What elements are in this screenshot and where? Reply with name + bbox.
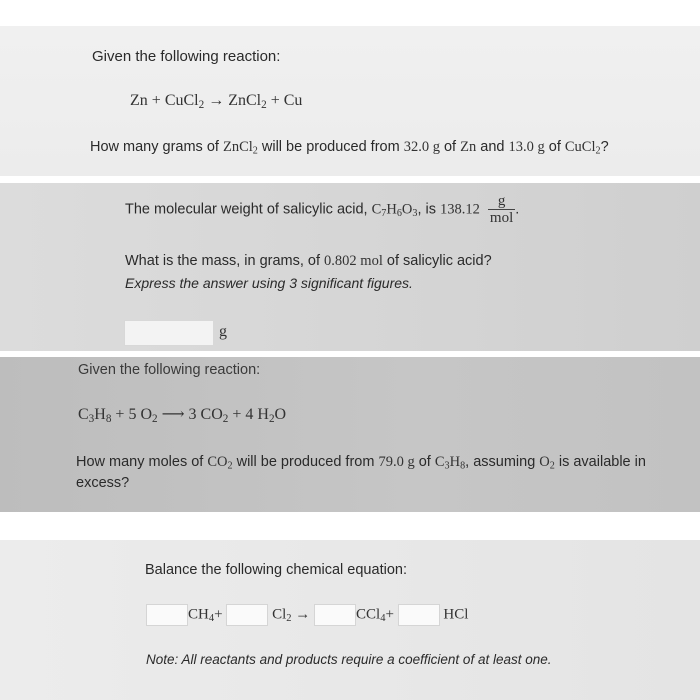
q4-balance-equation: $CH_4+ Cl_2 \to CCl_4+$ HCl xyxy=(146,604,468,626)
q3-question: How many moles of $CO_2$ will be produced from 79.0 g of $C_3H_8$, assuming $O_2$ is available in xyxy=(76,454,646,472)
answer-unit-label: g xyxy=(219,323,227,340)
mass-answer-input[interactable] xyxy=(124,320,214,346)
question-panel-3 xyxy=(0,357,700,512)
question-panel-1 xyxy=(0,26,700,176)
q3-intro: Given the following reaction: xyxy=(78,362,261,378)
q3-question-line2: excess? xyxy=(76,475,130,491)
q4-title: Balance the following chemical equation: xyxy=(145,562,407,578)
coefficient-input-cl2[interactable] xyxy=(226,604,268,626)
q2-molecular-weight-line: The molecular weight of salicylic acid, $C_7H_6O_3$, is 138.12 $\frac{g}{\text{mol}}$ . xyxy=(125,193,520,226)
q2-instruction: Express the answer using 3 significant figures. xyxy=(125,275,413,291)
q1-question: How many grams of ZnCl$_2$ will be produced from 32.0 g of Zn and 13.0 g of CuCl$_2$? xyxy=(90,139,609,157)
q1-reaction-equation: Zn + CuCl$_2$ → ZnCl$_2$ + Cu xyxy=(130,92,303,111)
coefficient-input-ch4[interactable] xyxy=(146,604,188,626)
q4-note: Note: All reactants and products require a coefficient of at least one. xyxy=(146,652,552,667)
coefficient-input-hcl[interactable] xyxy=(398,604,440,626)
coefficient-input-ccl4[interactable] xyxy=(314,604,356,626)
question-panel-2 xyxy=(0,183,700,351)
q3-reaction-equation: $C_3H_8 + 5$ $O_2$ ⟶ 3 $CO_2 + 4$ $H_2O$ xyxy=(78,406,287,425)
question-panel-4 xyxy=(0,540,700,700)
q1-intro: Given the following reaction: xyxy=(92,48,281,65)
g-per-mol-fraction: $\frac{g}{\text{mol}}$ xyxy=(489,193,514,226)
q2-question: What is the mass, in grams, of 0.802 mol of salicylic acid? xyxy=(125,253,492,269)
